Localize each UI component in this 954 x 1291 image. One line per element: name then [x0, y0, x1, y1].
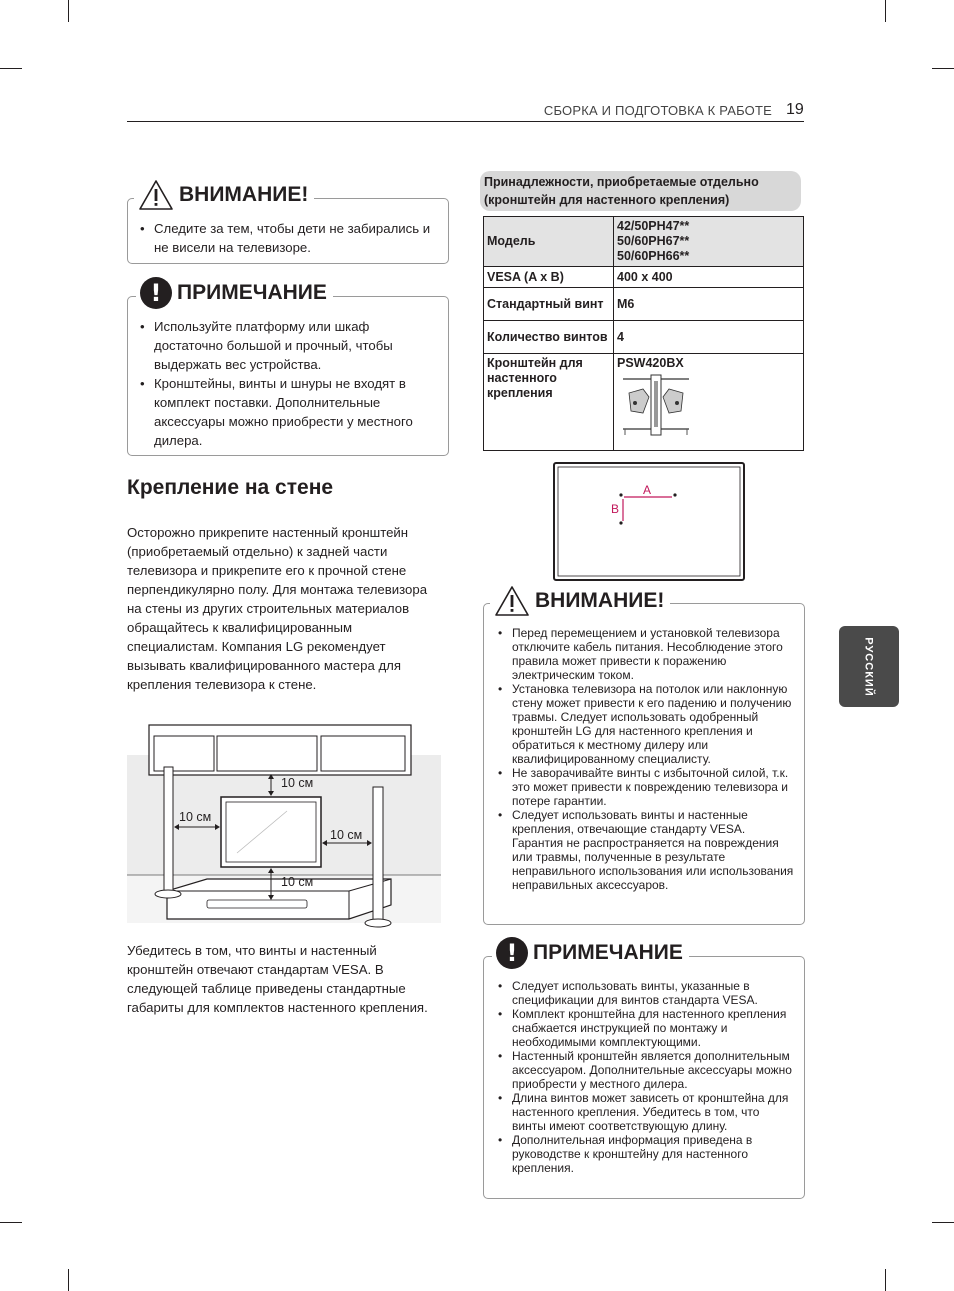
vesa-paragraph: Убедитесь в том, что винты и настенный кронштейн отвечают стандартам VESA. В следующей таблице приведены стандартные габариты для комплектов настенного крепления. [127, 943, 428, 1015]
list-item: • Кронштейны, винты и шнуры не входят в комплект поставки. Дополнительные аксессуары можно приобрести у местного дилера. [140, 374, 440, 450]
table-cell [614, 354, 804, 451]
warning-triangle-icon [494, 585, 530, 617]
table-row [484, 321, 804, 354]
note-header [136, 273, 333, 313]
table-cell: Стандартный винт [484, 288, 614, 321]
exclamation-circle-icon: ! [496, 937, 528, 969]
list-item: • Комплект кронштейна для настенного крепления снабжается инструкцией по монтажу и необходимыми комплектующими. [498, 1007, 794, 1049]
caution-title: ВНИМАНИЕ! [179, 183, 309, 206]
clearance-diagram [127, 723, 441, 933]
list-item: • Следует использовать винты и настенные крепления, отвечающие стандарту VESA. Гарантия не распространяется на повреждения или травмы, полученные в результате неправильного использования или использования неправильных аксессуаров. [498, 808, 794, 892]
table-row [484, 267, 804, 288]
list-item: • Не заворачивайте винты с избыточной силой, т.к. это может привести к повреждению телевизора и потере гарантии. [498, 766, 794, 808]
note-title: ПРИМЕЧАНИЕ [533, 941, 683, 964]
vesa-a-label: A [643, 483, 652, 497]
crop-mark [932, 68, 954, 69]
language-tab [839, 626, 899, 707]
note-box [483, 956, 805, 1199]
warning-triangle-icon [138, 179, 174, 211]
clearance-bottom-label: 10 см [281, 875, 314, 889]
clearance-right-label: 10 см [330, 828, 363, 842]
page-number: 19 [786, 101, 804, 118]
table-cell: 42/50PH47** 50/60PH67** 50/60PH66** [614, 217, 804, 267]
list-item: • Дополнительная информация приведена в руководстве к кронштейну для настенного крепления. [498, 1133, 794, 1175]
crop-mark [932, 1222, 954, 1223]
crop-mark [0, 1222, 22, 1223]
crop-mark [885, 1269, 886, 1291]
crop-mark [68, 1269, 69, 1291]
note-list [498, 979, 794, 1175]
intro-paragraph: Осторожно прикрепите настенный кронштейн (приобретаемый отдельно) к задней части телевизора и прикрепите его к прочной стене перпендикулярно полу. Для монтажа телевизора на стены из других строительных материалов обращайтесь к квалифицированным специалистам. Компания LG рекомендует вызывать квалифицированного мастера для крепления телевизора к стене. [127, 525, 428, 692]
vesa-diagram [553, 462, 745, 581]
list-item: • Перед перемещением и установкой телевизора отключите кабель питания. Несоблюдение этого правила может привести к поражению электрическим током. [498, 626, 794, 682]
list-item: • Настенный кронштейн является дополнительным аксессуаром. Дополнительные аксессуары можно приобрести у местного дилера. [498, 1049, 794, 1091]
table-row [484, 354, 804, 451]
spec-table [483, 216, 804, 451]
list-item: • Следует использовать винты, указанные в спецификации для винтов стандарта VESA. [498, 979, 794, 1007]
table-cell: VESA (A x B) [484, 267, 614, 288]
caution-header [134, 176, 314, 214]
table-row [484, 288, 804, 321]
crop-mark [885, 0, 886, 22]
note-box [127, 296, 449, 456]
table-cell: 4 [614, 321, 804, 354]
caution-list [498, 626, 794, 892]
note-header [492, 933, 689, 973]
wall-bracket-image [621, 373, 691, 437]
caution-title: ВНИМАНИЕ! [535, 589, 665, 612]
table-cell: 400 x 400 [614, 267, 804, 288]
section-title: Крепление на стене [127, 476, 334, 499]
vesa-b-label: B [611, 502, 620, 516]
table-cell: Количество винтов [484, 321, 614, 354]
exclamation-circle-icon: ! [140, 277, 172, 309]
language-tab-label: РУССКИЙ [862, 636, 875, 697]
list-item: • Длина винтов может зависеть от кронштейна для настенного крепления. Убедитесь в том, что винты имеют соответствующую длину. [498, 1091, 794, 1133]
clearance-top-label: 10 см [281, 776, 314, 790]
table-cell: M6 [614, 288, 804, 321]
caution-list [140, 219, 440, 257]
caution-box [483, 603, 805, 925]
table-cell: Модель [484, 217, 614, 267]
header-rule [127, 121, 804, 122]
crop-mark [0, 68, 22, 69]
clearance-left-label: 10 см [179, 810, 212, 824]
list-item: • Установка телевизора на потолок или наклонную стену может привести к его падению и получению травмы. Следует использовать одобренный кронштейн LG для настенного крепления и обратиться к местному дилеру или квалифицированному специалисту. [498, 682, 794, 766]
note-title: ПРИМЕЧАНИЕ [177, 281, 327, 304]
bracket-model: PSW420BX [617, 356, 684, 370]
caution-header [490, 582, 670, 620]
list-item: • Следите за тем, чтобы дети не забирались и не висели на телевизоре. [140, 219, 440, 257]
table-row [484, 217, 804, 267]
note-list [140, 317, 440, 450]
crop-mark [68, 0, 69, 22]
list-item: • Используйте платформу или шкаф достаточно большой и прочный, чтобы выдержать вес устройства. [140, 317, 440, 374]
accessories-badge: Принадлежности, приобретаемые отдельно (кронштейн для настенного крепления) [480, 171, 801, 211]
running-header: СБОРКА И ПОДГОТОВКА К РАБОТЕ [543, 103, 772, 118]
table-cell: Кронштейн для настенного крепления [484, 354, 614, 451]
